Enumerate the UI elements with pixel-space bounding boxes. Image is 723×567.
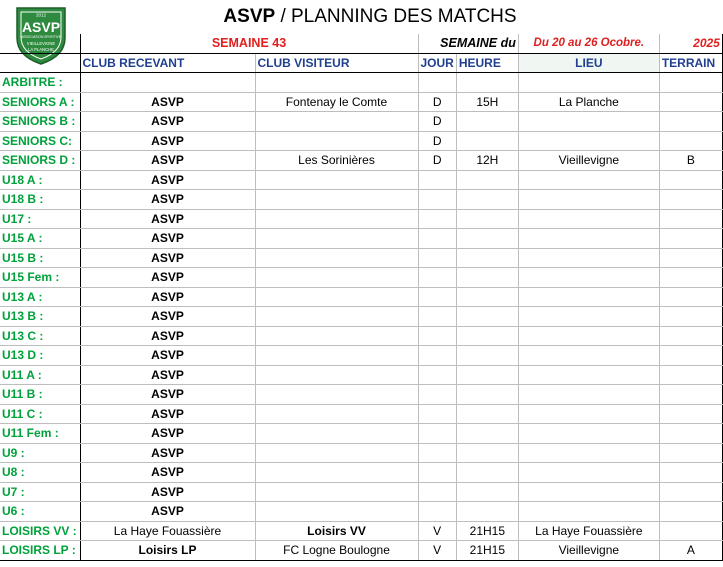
venue-cell bbox=[518, 170, 659, 190]
category-cell: U11 A : bbox=[0, 365, 80, 385]
away-club-cell bbox=[255, 209, 418, 229]
pitch-cell bbox=[659, 365, 722, 385]
day-cell bbox=[418, 209, 456, 229]
time-cell bbox=[456, 307, 518, 327]
day-cell bbox=[418, 482, 456, 502]
venue-cell bbox=[518, 424, 659, 444]
table-row bbox=[0, 424, 722, 444]
pitch-cell bbox=[659, 209, 722, 229]
away-club-cell: FC Logne Boulogne bbox=[255, 541, 418, 561]
category-cell: U7 : bbox=[0, 482, 80, 502]
home-club-cell: ASVP bbox=[80, 92, 255, 112]
day-cell: V bbox=[418, 541, 456, 561]
time-cell bbox=[456, 209, 518, 229]
time-cell bbox=[456, 502, 518, 522]
table-row bbox=[0, 463, 722, 483]
day-cell bbox=[418, 326, 456, 346]
day-cell bbox=[418, 463, 456, 483]
svg-text:2012: 2012 bbox=[35, 12, 47, 18]
category-cell: U15 Fem : bbox=[0, 268, 80, 288]
venue-cell bbox=[518, 248, 659, 268]
pitch-cell bbox=[659, 248, 722, 268]
category-cell: LOISIRS LP : bbox=[0, 541, 80, 561]
day-cell bbox=[418, 190, 456, 210]
day-cell: D bbox=[418, 112, 456, 132]
table-row bbox=[0, 73, 722, 93]
pitch-cell bbox=[659, 268, 722, 288]
away-club-cell bbox=[255, 365, 418, 385]
day-cell bbox=[418, 443, 456, 463]
venue-cell bbox=[518, 131, 659, 151]
pitch-cell bbox=[659, 424, 722, 444]
col-header-jour: JOUR bbox=[418, 53, 456, 73]
svg-text:ASSOCIATION SPORTIVE: ASSOCIATION SPORTIVE bbox=[21, 35, 61, 39]
home-club-cell: ASVP bbox=[80, 502, 255, 522]
category-cell: U13 B : bbox=[0, 307, 80, 327]
day-cell bbox=[418, 287, 456, 307]
day-cell bbox=[418, 365, 456, 385]
time-cell bbox=[456, 73, 518, 93]
venue-cell bbox=[518, 482, 659, 502]
time-cell bbox=[456, 268, 518, 288]
col-header-visiteur: CLUB VISITEUR bbox=[255, 53, 418, 73]
table-row bbox=[0, 92, 722, 112]
time-cell bbox=[456, 190, 518, 210]
away-club-cell bbox=[255, 131, 418, 151]
away-club-cell bbox=[255, 443, 418, 463]
venue-cell bbox=[518, 502, 659, 522]
category-cell: U11 B : bbox=[0, 385, 80, 405]
table-row bbox=[0, 307, 722, 327]
away-club-cell: Loisirs VV bbox=[255, 521, 418, 541]
pitch-cell bbox=[659, 229, 722, 249]
pitch-cell bbox=[659, 463, 722, 483]
home-club-cell: ASVP bbox=[80, 404, 255, 424]
page-title: ASVP / PLANNING DES MATCHS bbox=[223, 6, 517, 27]
away-club-cell bbox=[255, 482, 418, 502]
home-club-cell: ASVP bbox=[80, 229, 255, 249]
day-cell bbox=[418, 307, 456, 327]
pitch-cell bbox=[659, 112, 722, 132]
venue-cell bbox=[518, 190, 659, 210]
day-cell: D bbox=[418, 131, 456, 151]
table-row bbox=[0, 190, 722, 210]
venue-cell bbox=[518, 365, 659, 385]
pitch-cell bbox=[659, 170, 722, 190]
table-row bbox=[0, 443, 722, 463]
away-club-cell bbox=[255, 404, 418, 424]
pitch-cell bbox=[659, 287, 722, 307]
category-cell: U17 : bbox=[0, 209, 80, 229]
table-row bbox=[0, 365, 722, 385]
away-club-cell bbox=[255, 170, 418, 190]
pitch-cell bbox=[659, 482, 722, 502]
table-row bbox=[0, 229, 722, 249]
category-cell: SENIORS A : bbox=[0, 92, 80, 112]
category-cell: SENIORS D : bbox=[0, 151, 80, 171]
category-cell: U13 A : bbox=[0, 287, 80, 307]
away-club-cell bbox=[255, 73, 418, 93]
category-cell: U13 C : bbox=[0, 326, 80, 346]
home-club-cell: La Haye Fouassière bbox=[80, 521, 255, 541]
time-cell: 12H bbox=[456, 151, 518, 171]
category-cell: U9 : bbox=[0, 443, 80, 463]
category-cell: U15 B : bbox=[0, 248, 80, 268]
pitch-cell: A bbox=[659, 541, 722, 561]
away-club-cell: Les Sorinières bbox=[255, 151, 418, 171]
time-cell bbox=[456, 346, 518, 366]
time-cell bbox=[456, 482, 518, 502]
category-cell: U11 Fem : bbox=[0, 424, 80, 444]
venue-cell bbox=[518, 112, 659, 132]
away-club-cell bbox=[255, 502, 418, 522]
day-cell bbox=[418, 248, 456, 268]
venue-cell bbox=[518, 229, 659, 249]
venue-cell: Vieillevigne bbox=[518, 541, 659, 561]
venue-cell: La Planche bbox=[518, 92, 659, 112]
home-club-cell: Loisirs LP bbox=[80, 541, 255, 561]
category-cell: U8 : bbox=[0, 463, 80, 483]
pitch-cell bbox=[659, 404, 722, 424]
home-club-cell: ASVP bbox=[80, 443, 255, 463]
home-club-cell: ASVP bbox=[80, 385, 255, 405]
home-club-cell: ASVP bbox=[80, 112, 255, 132]
venue-cell: La Haye Fouassière bbox=[518, 521, 659, 541]
home-club-cell bbox=[80, 73, 255, 93]
column-header-row bbox=[0, 53, 722, 73]
table-row bbox=[0, 248, 722, 268]
away-club-cell bbox=[255, 346, 418, 366]
category-cell: ARBITRE : bbox=[0, 73, 80, 93]
venue-cell bbox=[518, 346, 659, 366]
home-club-cell: ASVP bbox=[80, 463, 255, 483]
time-cell: 21H15 bbox=[456, 541, 518, 561]
table-row bbox=[0, 502, 722, 522]
week-label: SEMAINE du bbox=[418, 34, 518, 53]
away-club-cell bbox=[255, 424, 418, 444]
pitch-cell bbox=[659, 521, 722, 541]
col-header-heure: HEURE bbox=[456, 53, 518, 73]
col-header-recevant: CLUB RECEVANT bbox=[80, 53, 255, 73]
table-row bbox=[0, 268, 722, 288]
week-dates: Du 20 au 26 Ocobre. bbox=[518, 34, 659, 53]
category-cell: SENIORS C: bbox=[0, 131, 80, 151]
category-cell: SENIORS B : bbox=[0, 112, 80, 132]
away-club-cell bbox=[255, 287, 418, 307]
time-cell bbox=[456, 463, 518, 483]
category-cell: U13 D : bbox=[0, 346, 80, 366]
away-club-cell bbox=[255, 268, 418, 288]
pitch-cell bbox=[659, 92, 722, 112]
away-club-cell bbox=[255, 463, 418, 483]
venue-cell bbox=[518, 73, 659, 93]
away-club-cell bbox=[255, 248, 418, 268]
venue-cell bbox=[518, 268, 659, 288]
day-cell bbox=[418, 346, 456, 366]
pitch-cell bbox=[659, 385, 722, 405]
pitch-cell: B bbox=[659, 151, 722, 171]
table-row bbox=[0, 326, 722, 346]
home-club-cell: ASVP bbox=[80, 365, 255, 385]
table-row bbox=[0, 287, 722, 307]
svg-text:LA PLANCHE: LA PLANCHE bbox=[28, 47, 54, 52]
table-row bbox=[0, 346, 722, 366]
logo-wordmark: ASVP bbox=[21, 19, 61, 35]
table-row bbox=[0, 521, 722, 541]
category-cell: LOISIRS VV : bbox=[0, 521, 80, 541]
away-club-cell bbox=[255, 385, 418, 405]
col-header-lieu: LIEU bbox=[518, 53, 659, 73]
venue-cell: Vieillevigne bbox=[518, 151, 659, 171]
svg-text:VIEILLEVIGNE: VIEILLEVIGNE bbox=[26, 41, 56, 46]
planning-table bbox=[0, 34, 723, 561]
day-cell: V bbox=[418, 521, 456, 541]
day-cell: D bbox=[418, 151, 456, 171]
time-cell bbox=[456, 287, 518, 307]
time-cell bbox=[456, 170, 518, 190]
venue-cell bbox=[518, 326, 659, 346]
venue-cell bbox=[518, 307, 659, 327]
pitch-cell bbox=[659, 346, 722, 366]
home-club-cell: ASVP bbox=[80, 248, 255, 268]
venue-cell bbox=[518, 385, 659, 405]
week-header-row bbox=[0, 34, 722, 53]
away-club-cell bbox=[255, 307, 418, 327]
table-row bbox=[0, 385, 722, 405]
table-row bbox=[0, 151, 722, 171]
venue-cell bbox=[518, 287, 659, 307]
away-club-cell bbox=[255, 229, 418, 249]
home-club-cell: ASVP bbox=[80, 268, 255, 288]
table-row bbox=[0, 482, 722, 502]
pitch-cell bbox=[659, 307, 722, 327]
day-cell bbox=[418, 268, 456, 288]
home-club-cell: ASVP bbox=[80, 326, 255, 346]
day-cell bbox=[418, 73, 456, 93]
away-club-cell: Fontenay le Comte bbox=[255, 92, 418, 112]
day-cell: D bbox=[418, 92, 456, 112]
table-row bbox=[0, 209, 722, 229]
week-year: 2025 bbox=[659, 34, 722, 53]
time-cell bbox=[456, 248, 518, 268]
time-cell bbox=[456, 112, 518, 132]
venue-cell bbox=[518, 463, 659, 483]
table-row bbox=[0, 170, 722, 190]
home-club-cell: ASVP bbox=[80, 170, 255, 190]
home-club-cell: ASVP bbox=[80, 287, 255, 307]
time-cell bbox=[456, 229, 518, 249]
category-cell: U6 : bbox=[0, 502, 80, 522]
category-cell: U11 C : bbox=[0, 404, 80, 424]
table-row bbox=[0, 112, 722, 132]
table-row bbox=[0, 404, 722, 424]
pitch-cell bbox=[659, 326, 722, 346]
category-cell: U18 B : bbox=[0, 190, 80, 210]
venue-cell bbox=[518, 209, 659, 229]
week-number: SEMAINE 43 bbox=[80, 34, 418, 53]
away-club-cell bbox=[255, 112, 418, 132]
home-club-cell: ASVP bbox=[80, 424, 255, 444]
table-row bbox=[0, 541, 722, 561]
home-club-cell: ASVP bbox=[80, 131, 255, 151]
time-cell bbox=[456, 131, 518, 151]
pitch-cell bbox=[659, 443, 722, 463]
day-cell bbox=[418, 502, 456, 522]
day-cell bbox=[418, 229, 456, 249]
day-cell bbox=[418, 170, 456, 190]
venue-cell bbox=[518, 404, 659, 424]
table-row bbox=[0, 131, 722, 151]
pitch-cell bbox=[659, 73, 722, 93]
time-cell: 15H bbox=[456, 92, 518, 112]
home-club-cell: ASVP bbox=[80, 151, 255, 171]
day-cell bbox=[418, 424, 456, 444]
away-club-cell bbox=[255, 190, 418, 210]
home-club-cell: ASVP bbox=[80, 190, 255, 210]
time-cell bbox=[456, 326, 518, 346]
time-cell bbox=[456, 424, 518, 444]
home-club-cell: ASVP bbox=[80, 346, 255, 366]
pitch-cell bbox=[659, 131, 722, 151]
category-cell: U18 A : bbox=[0, 170, 80, 190]
away-club-cell bbox=[255, 326, 418, 346]
pitch-cell bbox=[659, 190, 722, 210]
time-cell bbox=[456, 404, 518, 424]
col-header-terrain: TERRAIN bbox=[659, 53, 722, 73]
home-club-cell: ASVP bbox=[80, 307, 255, 327]
time-cell: 21H15 bbox=[456, 521, 518, 541]
venue-cell bbox=[518, 443, 659, 463]
home-club-cell: ASVP bbox=[80, 482, 255, 502]
time-cell bbox=[456, 443, 518, 463]
pitch-cell bbox=[659, 502, 722, 522]
time-cell bbox=[456, 365, 518, 385]
time-cell bbox=[456, 385, 518, 405]
day-cell bbox=[418, 404, 456, 424]
category-cell: U15 A : bbox=[0, 229, 80, 249]
day-cell bbox=[418, 385, 456, 405]
home-club-cell: ASVP bbox=[80, 209, 255, 229]
